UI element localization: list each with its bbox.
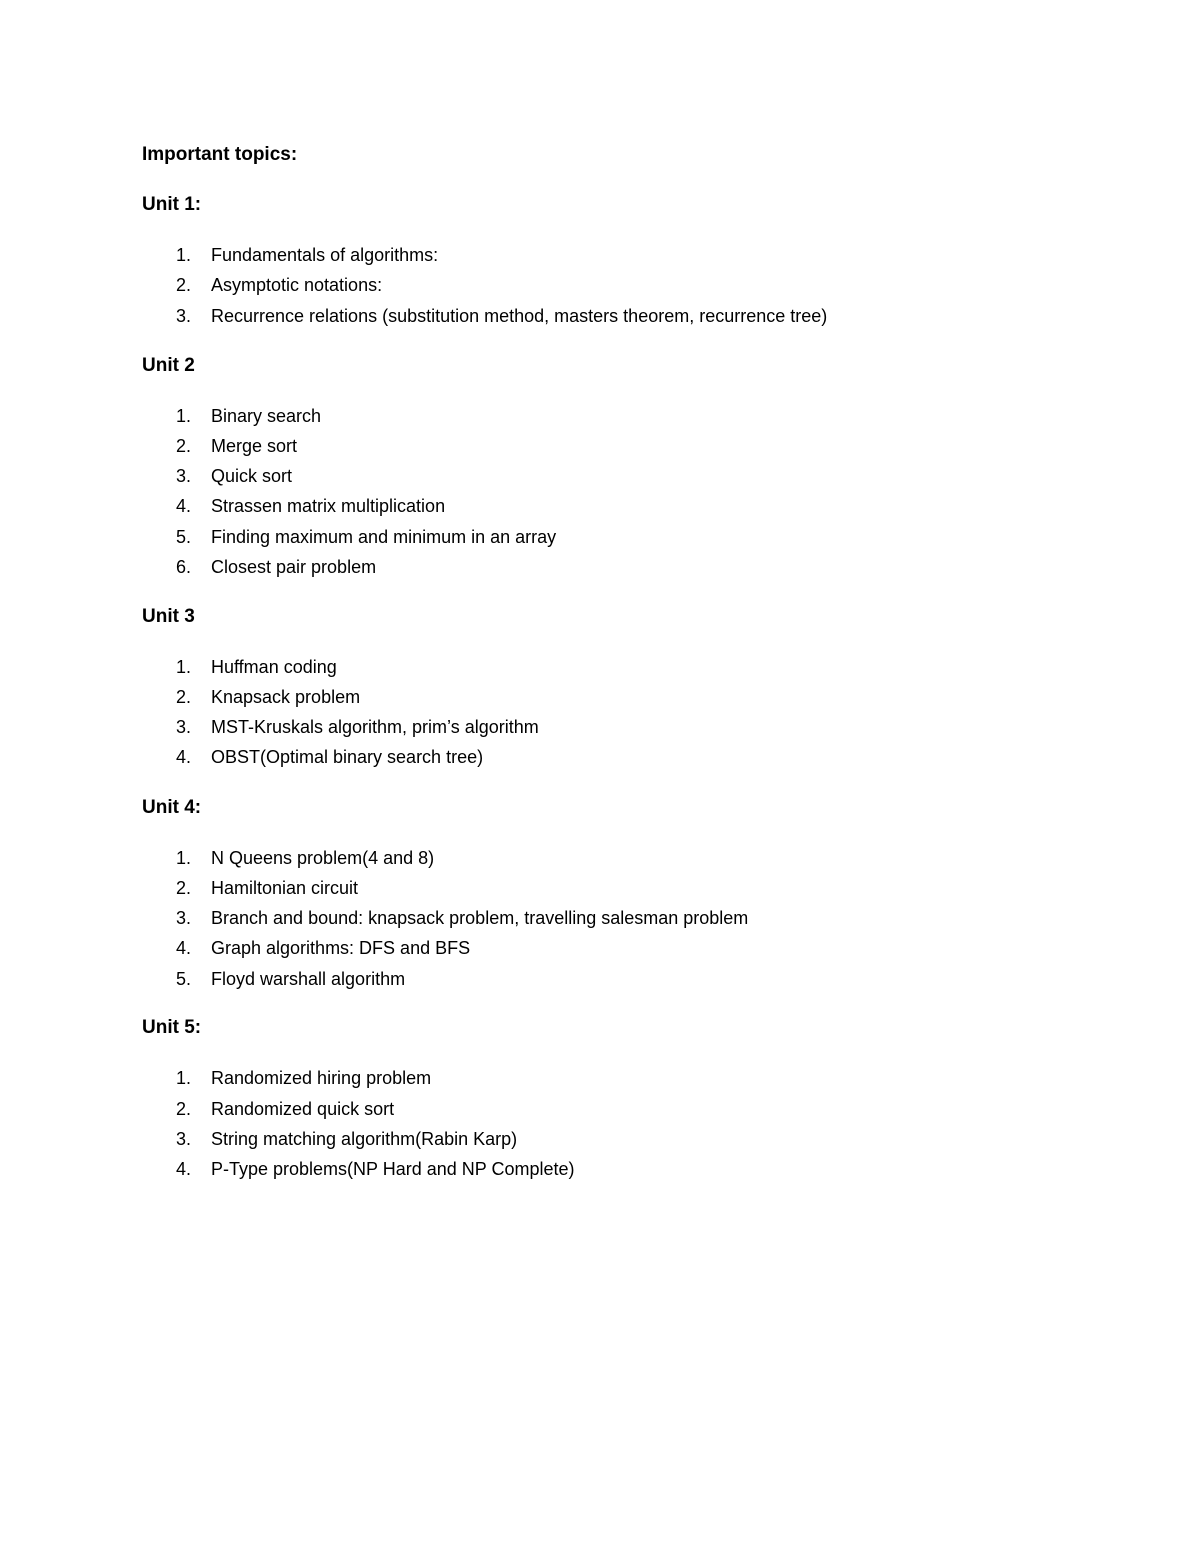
list-item-text: Quick sort [211,466,293,486]
list-item-text: Fundamentals of algorithms: [211,245,439,265]
list-item-text: Floyd warshall algorithm [211,969,406,989]
list-item-text: Recurrence relations (substitution method, masters theorem, recurrence tree) [211,306,828,326]
list-item-number: 2. [176,1099,192,1119]
unit-5-heading: Unit 5: [142,1017,202,1038]
list-item-number: 3. [176,717,192,737]
list-item-text: P-Type problems(NP Hard and NP Complete) [211,1159,575,1179]
page-title: Important topics: [142,144,298,165]
list-item-number: 4. [176,938,192,958]
list-item-number: 2. [176,436,192,456]
list-item-number: 1. [176,245,192,265]
list-item-text: Huffman coding [211,657,337,677]
list-item-number: 3. [176,306,192,326]
unit-4-heading: Unit 4: [142,797,202,818]
unit-3-heading: Unit 3 [142,606,195,627]
list-item-text: Binary search [211,406,322,426]
list-item-number: 1. [176,657,192,677]
list-item-number: 4. [176,496,192,516]
list-item-text: Hamiltonian circuit [211,878,359,898]
unit-2-heading: Unit 2 [142,355,195,376]
list-item-text: Graph algorithms: DFS and BFS [211,938,471,958]
list-item-text: Randomized hiring problem [211,1068,432,1088]
list-item-text: Merge sort [211,436,298,456]
list-item-number: 4. [176,1159,192,1179]
list-item-number: 3. [176,466,192,486]
list-item-number: 1. [176,1068,192,1088]
list-item-text: Randomized quick sort [211,1099,395,1119]
unit-1-heading: Unit 1: [142,194,202,215]
list-item-text: OBST(Optimal binary search tree) [211,747,484,767]
list-item-number: 4. [176,747,192,767]
list-item-number: 2. [176,878,192,898]
list-item-number: 5. [176,969,192,989]
list-item-text: Finding maximum and minimum in an array [211,527,557,547]
list-item-text: Branch and bound: knapsack problem, travelling salesman problem [211,908,749,928]
list-item-number: 2. [176,687,192,707]
list-item-number: 2. [176,275,192,295]
list-item-number: 6. [176,557,192,577]
list-item-text: Closest pair problem [211,557,377,577]
list-item-text: Asymptotic notations: [211,275,383,295]
list-item-number: 5. [176,527,192,547]
list-item-number: 1. [176,406,192,426]
list-item-number: 3. [176,1129,192,1149]
list-item-number: 3. [176,908,192,928]
list-item-text: String matching algorithm(Rabin Karp) [211,1129,518,1149]
list-item-text: Knapsack problem [211,687,361,707]
list-item-text: MST-Kruskals algorithm, prim’s algorithm [211,717,539,737]
list-item-number: 1. [176,848,192,868]
list-item-text: N Queens problem(4 and 8) [211,848,435,868]
list-item-text: Strassen matrix multiplication [211,496,446,516]
